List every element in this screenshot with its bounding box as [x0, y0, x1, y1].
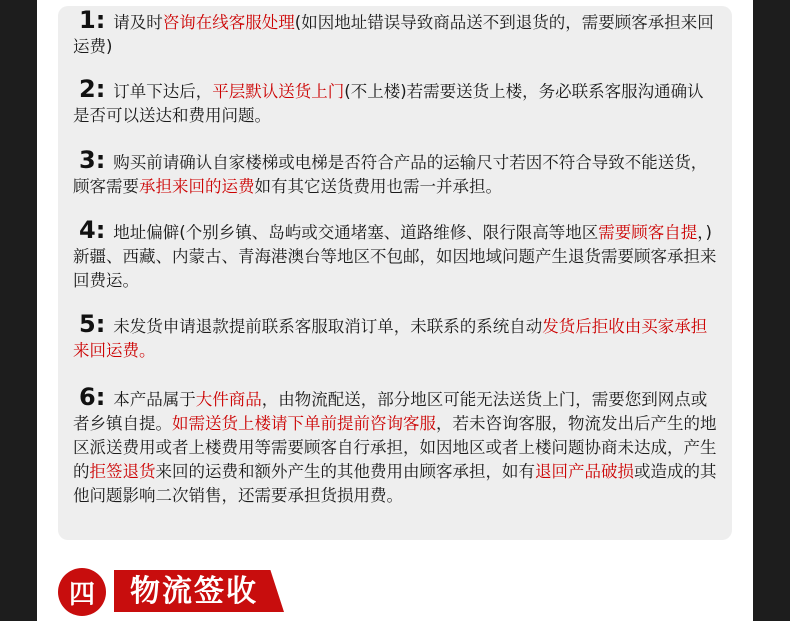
notice-item-6: [73, 385, 719, 508]
item-highlight: 需要顾客自提: [598, 223, 698, 242]
item-number: 6:: [79, 383, 106, 411]
item-text-part: 请及时: [113, 13, 163, 32]
item-highlight: 平层默认送货上门: [212, 82, 345, 101]
item-text-part: 购买前请确认自家楼梯或电梯是否符合产品的运输尺寸若因不符合导致不能送货，顾客需要: [73, 153, 708, 196]
item-text-part: 来回的运费和额外产生的其他费用由顾客承担，如有: [155, 462, 535, 481]
item-number: 4:: [79, 216, 106, 244]
notice-item-3: [73, 148, 719, 199]
item-highlight: 咨询在线客服处理: [162, 13, 295, 32]
notice-item-1: [73, 8, 719, 59]
item-text-part: 订单下达后，: [113, 82, 213, 101]
item-text-part: 地址偏僻(个别乡镇、岛屿或交通堵塞、道路维修、限行限高等地区: [113, 223, 599, 242]
item-number: 3:: [79, 146, 106, 174]
item-number: 1:: [79, 6, 106, 34]
item-text-part: (不上楼)若需要送货上楼，务必联系客服沟通确认是否可以送达和费用问题。: [73, 82, 704, 125]
item-text-part: ，若未咨询客服，物流发出后产生的地区派送费用或者上楼费用等需要顾客自行承担，如因地区或者上楼问题协商未达成，产生的: [73, 414, 717, 481]
item-highlight: 拒签退货: [89, 462, 156, 481]
item-text-part: 本产品属于: [113, 390, 196, 409]
item-text-part: (如因地址错误导致商品送不到退货的，需要顾客承担来回运费): [73, 13, 714, 56]
item-highlight: 大件商品: [195, 390, 262, 409]
item-highlight: 如需送货上楼请下单前提前咨询客服: [172, 414, 436, 433]
section-title: 物流签收: [130, 574, 258, 609]
section-header: [58, 568, 298, 616]
item-text-part: 如有其它送货费用也需一并承担。: [254, 177, 502, 196]
item-highlight: 发货后拒收由买家承担来回运费。: [73, 317, 708, 360]
notice-item-5: [73, 312, 719, 363]
notice-item-2: [73, 77, 719, 128]
item-number: 5:: [79, 310, 106, 338]
item-highlight: 退回产品破损: [535, 462, 634, 481]
section-number-badge: 四: [58, 568, 106, 616]
item-highlight: 承担来回的运费: [139, 177, 255, 196]
item-text-part: ，由物流配送，部分地区可能无法送货上门，需要您到网点或者乡镇自提。: [73, 390, 708, 433]
item-text-part: 或造成的其他问题影响二次销售，还需要承担货损用费。: [73, 462, 717, 505]
item-text-part: ，)新疆、西藏、内蒙古、青海港澳台等地区不包邮，如因地域问题产生退货需要顾客承担来回费运。: [73, 223, 717, 290]
notice-item-4: [73, 218, 719, 293]
item-number: 2:: [79, 75, 106, 103]
item-text-part: 未发货申请退款提前联系客服取消订单，未联系的系统自动: [113, 317, 543, 336]
